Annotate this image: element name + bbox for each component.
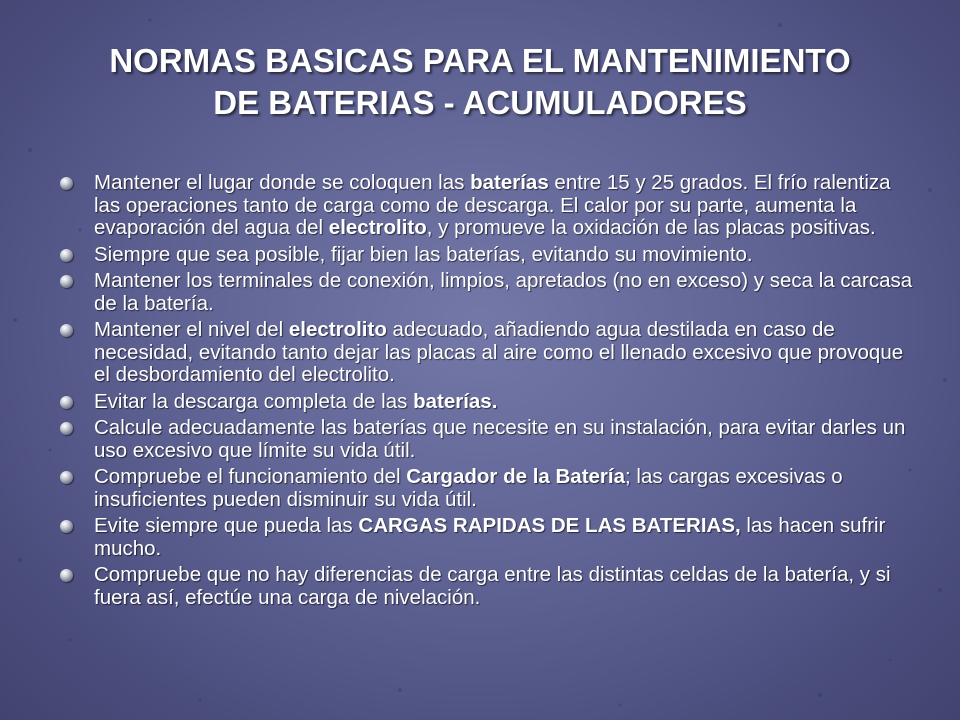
bullet-sphere-icon: [60, 569, 73, 582]
bullet-sphere-icon: [60, 471, 73, 484]
bullet-item: [60, 172, 920, 240]
bullet-text: entre 15 y 25 grados. El frío ralentiza las operaciones tanto de carga como de descarga. El calor por su parte, aumenta la evaporación del agua del: [94, 171, 891, 239]
bullet-list: [60, 172, 920, 613]
bullet-text: Mantener el nivel del: [94, 318, 289, 341]
bullet-text: Siempre que sea posible, fijar bien las baterías, evitando su movimiento.: [94, 242, 753, 266]
bullet-item: [60, 417, 920, 462]
bullet-emphasis: electrolito: [328, 216, 427, 239]
bullet-sphere-icon: [60, 396, 73, 409]
bullet-emphasis: baterías.: [413, 389, 498, 413]
bullet-text: ; las cargas excesivas o insuficientes pueden disminuir su vida útil.: [94, 465, 843, 511]
bullet-item: [60, 244, 920, 267]
bullet-item: [60, 515, 920, 560]
bullet-sphere-icon: [60, 324, 73, 337]
bullet-text: , y promueve la oxidación de las placas positivas.: [426, 216, 876, 239]
bullet-emphasis: CARGAS RAPIDAS DE LAS BATERIAS,: [358, 514, 741, 537]
slide-title: [40, 40, 920, 124]
bullet-text: Evitar la descarga completa de las: [94, 389, 414, 413]
bullet-item: [60, 466, 920, 511]
bullet-emphasis: Cargador de la Batería: [406, 465, 625, 488]
bullet-sphere-icon: [60, 275, 73, 288]
bullet-sphere-icon: [60, 177, 73, 190]
bullet-text: Compruebe el funcionamiento del: [94, 465, 407, 488]
bullet-text: adecuado, añadiendo agua destilada en caso de necesidad, evitando tanto dejar las placas al aire como el llenado excesivo que provoque el desbordamiento del electrolito.: [94, 318, 904, 386]
bullet-item: [60, 319, 920, 387]
bullet-item: [60, 564, 920, 609]
bullet-item: [60, 270, 920, 315]
bullet-emphasis: baterías: [470, 171, 549, 194]
bullet-text: Mantener los terminales de conexión, limpios, apretados (no en exceso) y seca la carcasa de la batería.: [94, 269, 913, 315]
bullet-sphere-icon: [60, 249, 73, 262]
bullet-sphere-icon: [60, 422, 73, 435]
bullet-emphasis: electrolito: [288, 318, 387, 341]
title-line-1: NORMAS BASICAS PARA EL MANTENIMIENTO: [109, 42, 851, 79]
bullet-sphere-icon: [60, 520, 73, 533]
bullet-text: las hacen sufrir mucho.: [94, 514, 886, 560]
bullet-text: Calcule adecuadamente las baterías que necesite en su instalación, para evitar darles un uso excesivo que límite su vida útil.: [94, 416, 906, 462]
bullet-text: Evite siempre que pueda las: [94, 514, 359, 537]
bullet-text: Compruebe que no hay diferencias de carga entre las distintas celdas de la batería, y si fuera así, efectúe una carga de nivelación.: [94, 563, 891, 609]
bullet-item: [60, 391, 920, 414]
bullet-text: Mantener el lugar donde se coloquen las: [94, 171, 471, 194]
title-line-2: DE BATERIAS - ACUMULADORES: [213, 84, 747, 121]
